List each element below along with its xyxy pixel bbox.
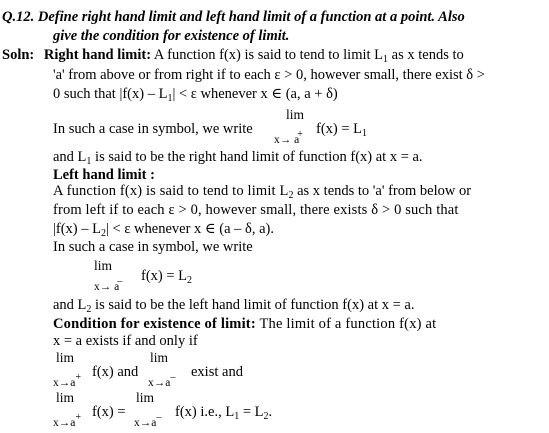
rhl-expression: $f(x) = L_1$ — [316, 121, 368, 139]
cond-line-1: Condition for existence of limit: The limit of a function f(x) at — [53, 316, 437, 332]
question-text-1: Define right hand limit and left hand limit of a function at a point. Also — [37, 9, 465, 25]
lhl-heading: Left hand limit : — [53, 167, 155, 183]
rhl-symbol-text: In such a case in symbol, we write — [53, 121, 253, 137]
question-text-2: give the condition for existence of limit. — [53, 28, 290, 44]
lhl-line-3: $|f(x) - L_2| < \varepsilon$ whenever x ∈ (a – δ, a). — [53, 221, 274, 239]
c2-end: f(x) i.e., $L_1 = L_2$. — [175, 404, 273, 422]
rhl-under: x→ a+ — [274, 129, 303, 146]
c1-under-b: x→a– — [148, 372, 176, 389]
c2-under-b: x→a– — [134, 412, 162, 429]
lhl-under: x→ a– — [94, 276, 123, 293]
c1-lim-b: lim — [150, 350, 169, 365]
rhl-line-2: 'a' from above or from right if to each ε > 0, however small, there exist δ > — [53, 67, 485, 83]
c1-under-a: x→a+ — [53, 372, 81, 389]
rhl-heading: Right hand limit: — [43, 47, 152, 63]
lhl-lim: lim — [94, 258, 113, 273]
c2-under-a: x→a+ — [53, 412, 81, 429]
rhl-lim: lim — [286, 107, 305, 122]
lhl-conclusion: and $L_2$ is said to be the left hand limit of function f(x) at x = a. — [53, 297, 415, 315]
lhl-line-1: A function f(x) is said to tend to limit $L_2$ as x tends to 'a' from below or — [53, 183, 472, 201]
lhl-expression: $f(x) = L_2$ — [141, 268, 193, 286]
c1-end: exist and — [191, 364, 243, 380]
lhl-symbol-text: In such a case in symbol, we write — [53, 239, 253, 255]
c1-mid: f(x) and — [92, 364, 139, 380]
c2-mid: f(x) = — [92, 404, 126, 420]
lhl-line-2: from left if to each ε > 0, however small, there exists δ > 0 such that — [53, 202, 459, 218]
c1-lim-a: lim — [56, 350, 75, 365]
rhl-conclusion: and $L_1$ is said to be the right hand limit of function f(x) at x = a. — [53, 149, 423, 167]
rhl-line-1: Soln: Right hand limit: A function f(x) is said to tend to limit $L_1$ as x tends to — [2, 47, 464, 65]
soln-label: Soln: — [2, 47, 35, 63]
question-line-2 — [53, 28, 289, 44]
c2-lim-a: lim — [56, 390, 75, 405]
c2-lim-b: lim — [136, 390, 155, 405]
rhl-text-1: A function f(x) is said to tend to limit L — [151, 47, 384, 63]
rhl-line-3: 0 such that $|f(x) - L_1| < \varepsilon$ whenever x ∈ (a, a + δ) — [53, 86, 338, 104]
cond-line-2: x = a exists if and only if — [53, 333, 198, 349]
cond-heading: Condition for existence of limit: — [53, 316, 256, 332]
question-number: Q.12. — [2, 9, 35, 25]
question-line-1 — [2, 9, 465, 25]
